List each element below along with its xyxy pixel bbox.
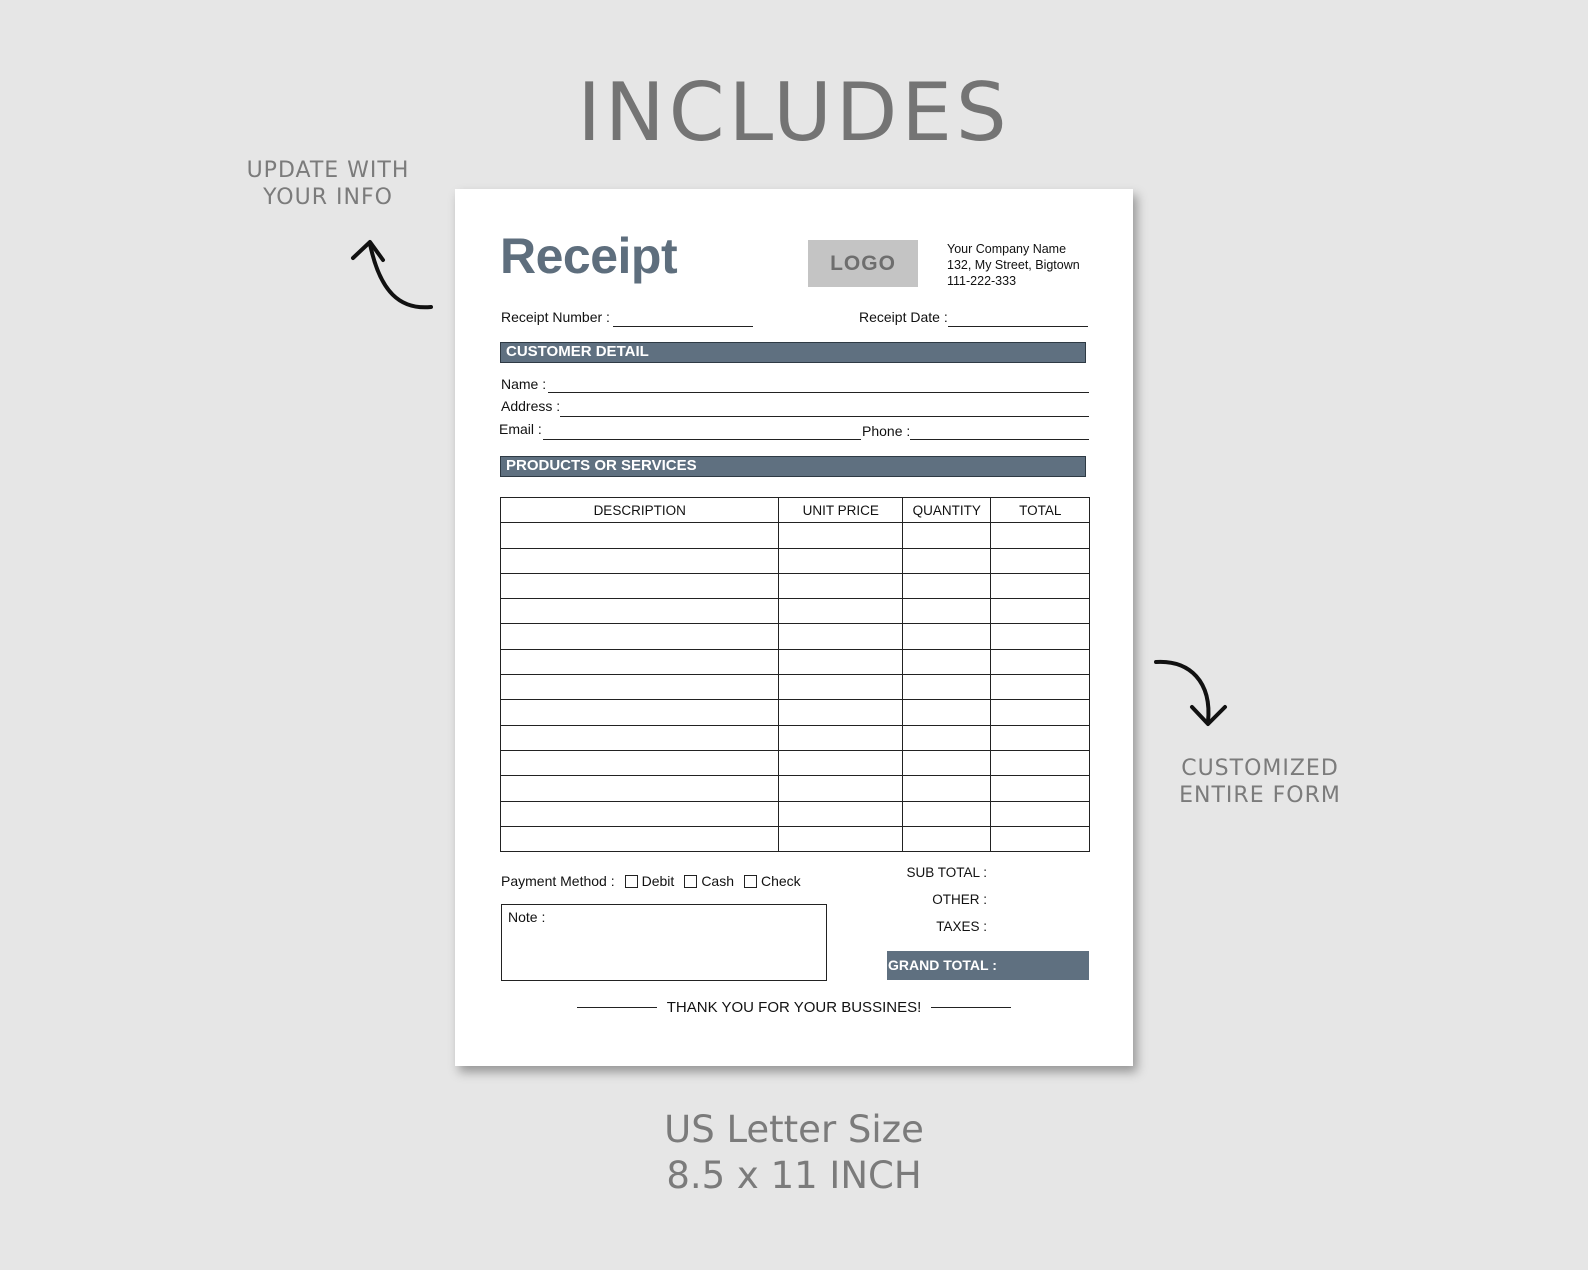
- table-cell[interactable]: [903, 826, 991, 851]
- note-line: CUSTOMIZED: [1181, 756, 1339, 781]
- table-cell[interactable]: [779, 750, 903, 775]
- table-cell[interactable]: [501, 624, 779, 649]
- curved-arrow-up-icon: [345, 232, 437, 314]
- cash-checkbox[interactable]: [684, 875, 697, 888]
- table-cell[interactable]: [779, 826, 903, 851]
- table-cell[interactable]: [991, 750, 1090, 775]
- table-row: [501, 725, 1090, 750]
- table-row: [501, 700, 1090, 725]
- cash-label: Cash: [701, 873, 734, 889]
- other-label: OTHER :: [932, 892, 987, 907]
- name-label: Name :: [501, 376, 547, 392]
- debit-checkbox[interactable]: [625, 875, 638, 888]
- logo-placeholder: LOGO: [808, 240, 918, 287]
- table-row: [501, 624, 1090, 649]
- size-caption: [0, 1107, 1588, 1199]
- thank-you-text: THANK YOU FOR YOUR BUSSINES!: [666, 999, 922, 1016]
- address-line: [560, 416, 1089, 417]
- table-row: [501, 649, 1090, 674]
- table-cell[interactable]: [991, 599, 1090, 624]
- table-cell[interactable]: [991, 573, 1090, 598]
- table-cell[interactable]: [903, 649, 991, 674]
- receipt-number-line: [613, 326, 753, 327]
- table-header-row: [501, 498, 1090, 523]
- table-cell[interactable]: [991, 725, 1090, 750]
- thank-you-line: [455, 999, 1133, 1016]
- payment-method-row: [501, 873, 801, 889]
- table-cell[interactable]: [779, 725, 903, 750]
- name-line: [548, 392, 1089, 393]
- table-cell[interactable]: [903, 801, 991, 826]
- table-cell[interactable]: [991, 548, 1090, 573]
- receipt-date-label: Receipt Date :: [859, 309, 948, 325]
- note-line: ENTIRE FORM: [1179, 783, 1341, 808]
- phone-label: Phone :: [862, 423, 911, 439]
- table-cell[interactable]: [501, 776, 779, 801]
- divider: [577, 1007, 657, 1008]
- table-cell[interactable]: [991, 624, 1090, 649]
- update-info-note: [218, 157, 438, 211]
- table-cell[interactable]: [779, 801, 903, 826]
- table-cell[interactable]: [991, 801, 1090, 826]
- table-cell[interactable]: [903, 700, 991, 725]
- table-cell[interactable]: [903, 573, 991, 598]
- note-line: UPDATE WITH: [246, 158, 410, 183]
- divider: [931, 1007, 1011, 1008]
- table-cell[interactable]: [501, 675, 779, 700]
- table-row: [501, 826, 1090, 851]
- receipt-title: Receipt: [500, 228, 678, 284]
- table-row: [501, 776, 1090, 801]
- table-cell[interactable]: [501, 523, 779, 548]
- receipt-page: [455, 189, 1133, 1066]
- email-label: Email :: [499, 421, 542, 437]
- table-cell[interactable]: [903, 624, 991, 649]
- note-line: YOUR INFO: [263, 185, 393, 210]
- customer-section-header: CUSTOMER DETAIL: [500, 342, 1086, 363]
- phone-line: [910, 439, 1089, 440]
- size-caption-line: US Letter Size: [664, 1108, 924, 1151]
- table-cell[interactable]: [903, 548, 991, 573]
- table-row: [501, 523, 1090, 548]
- grand-total-label: GRAND TOTAL :: [887, 951, 1089, 980]
- column-header-total: TOTAL: [991, 498, 1090, 523]
- column-header-quantity: QUANTITY: [903, 498, 991, 523]
- table-row: [501, 573, 1090, 598]
- note-box: [501, 904, 827, 981]
- company-name: Your Company Name: [947, 242, 1067, 256]
- table-cell[interactable]: [779, 675, 903, 700]
- company-address: 132, My Street, Bigtown: [947, 258, 1080, 272]
- check-checkbox[interactable]: [744, 875, 757, 888]
- table-cell[interactable]: [991, 776, 1090, 801]
- table-row: [501, 750, 1090, 775]
- table-cell[interactable]: [991, 700, 1090, 725]
- table-cell[interactable]: [779, 599, 903, 624]
- customized-form-note: [1150, 755, 1370, 809]
- table-cell[interactable]: [779, 700, 903, 725]
- check-label: Check: [761, 873, 801, 889]
- table-cell[interactable]: [779, 776, 903, 801]
- table-cell[interactable]: [903, 776, 991, 801]
- receipt-date-line: [948, 326, 1088, 327]
- table-cell[interactable]: [501, 573, 779, 598]
- table-cell[interactable]: [501, 826, 779, 851]
- table-cell[interactable]: [991, 649, 1090, 674]
- table-cell[interactable]: [903, 523, 991, 548]
- table-cell[interactable]: [779, 548, 903, 573]
- company-phone: 111-222-333: [947, 274, 1017, 288]
- table-cell[interactable]: [501, 801, 779, 826]
- curved-arrow-down-icon: [1150, 652, 1242, 734]
- table-cell[interactable]: [501, 649, 779, 674]
- table-cell[interactable]: [779, 624, 903, 649]
- table-cell[interactable]: [501, 750, 779, 775]
- payment-method-label: Payment Method :: [501, 873, 615, 889]
- company-info: [947, 241, 1080, 289]
- table-row: [501, 548, 1090, 573]
- size-caption-line: 8.5 x 11 INCH: [666, 1154, 922, 1197]
- items-table: [500, 497, 1090, 852]
- table-cell[interactable]: [779, 649, 903, 674]
- column-header-description: DESCRIPTION: [501, 498, 779, 523]
- table-cell[interactable]: [991, 826, 1090, 851]
- table-cell[interactable]: [903, 675, 991, 700]
- debit-label: Debit: [641, 873, 675, 889]
- products-section-header: PRODUCTS OR SERVICES: [500, 456, 1086, 477]
- table-cell[interactable]: [903, 725, 991, 750]
- table-row: [501, 599, 1090, 624]
- table-cell[interactable]: [903, 750, 991, 775]
- column-header-unit-price: UNIT PRICE: [779, 498, 903, 523]
- table-row: [501, 801, 1090, 826]
- sub-total-label: SUB TOTAL :: [906, 865, 987, 880]
- table-cell[interactable]: [501, 599, 779, 624]
- table-cell[interactable]: [903, 599, 991, 624]
- table-cell[interactable]: [779, 523, 903, 548]
- table-cell[interactable]: [501, 700, 779, 725]
- receipt-number-label: Receipt Number :: [501, 309, 610, 325]
- table-cell[interactable]: [779, 573, 903, 598]
- table-row: [501, 675, 1090, 700]
- page-heading: INCLUDES: [577, 66, 1011, 159]
- table-cell[interactable]: [991, 675, 1090, 700]
- email-line: [543, 439, 861, 440]
- table-cell[interactable]: [501, 725, 779, 750]
- note-label: Note :: [508, 909, 546, 925]
- table-cell[interactable]: [991, 523, 1090, 548]
- address-label: Address :: [501, 398, 561, 414]
- table-cell[interactable]: [501, 548, 779, 573]
- taxes-label: TAXES :: [936, 919, 987, 934]
